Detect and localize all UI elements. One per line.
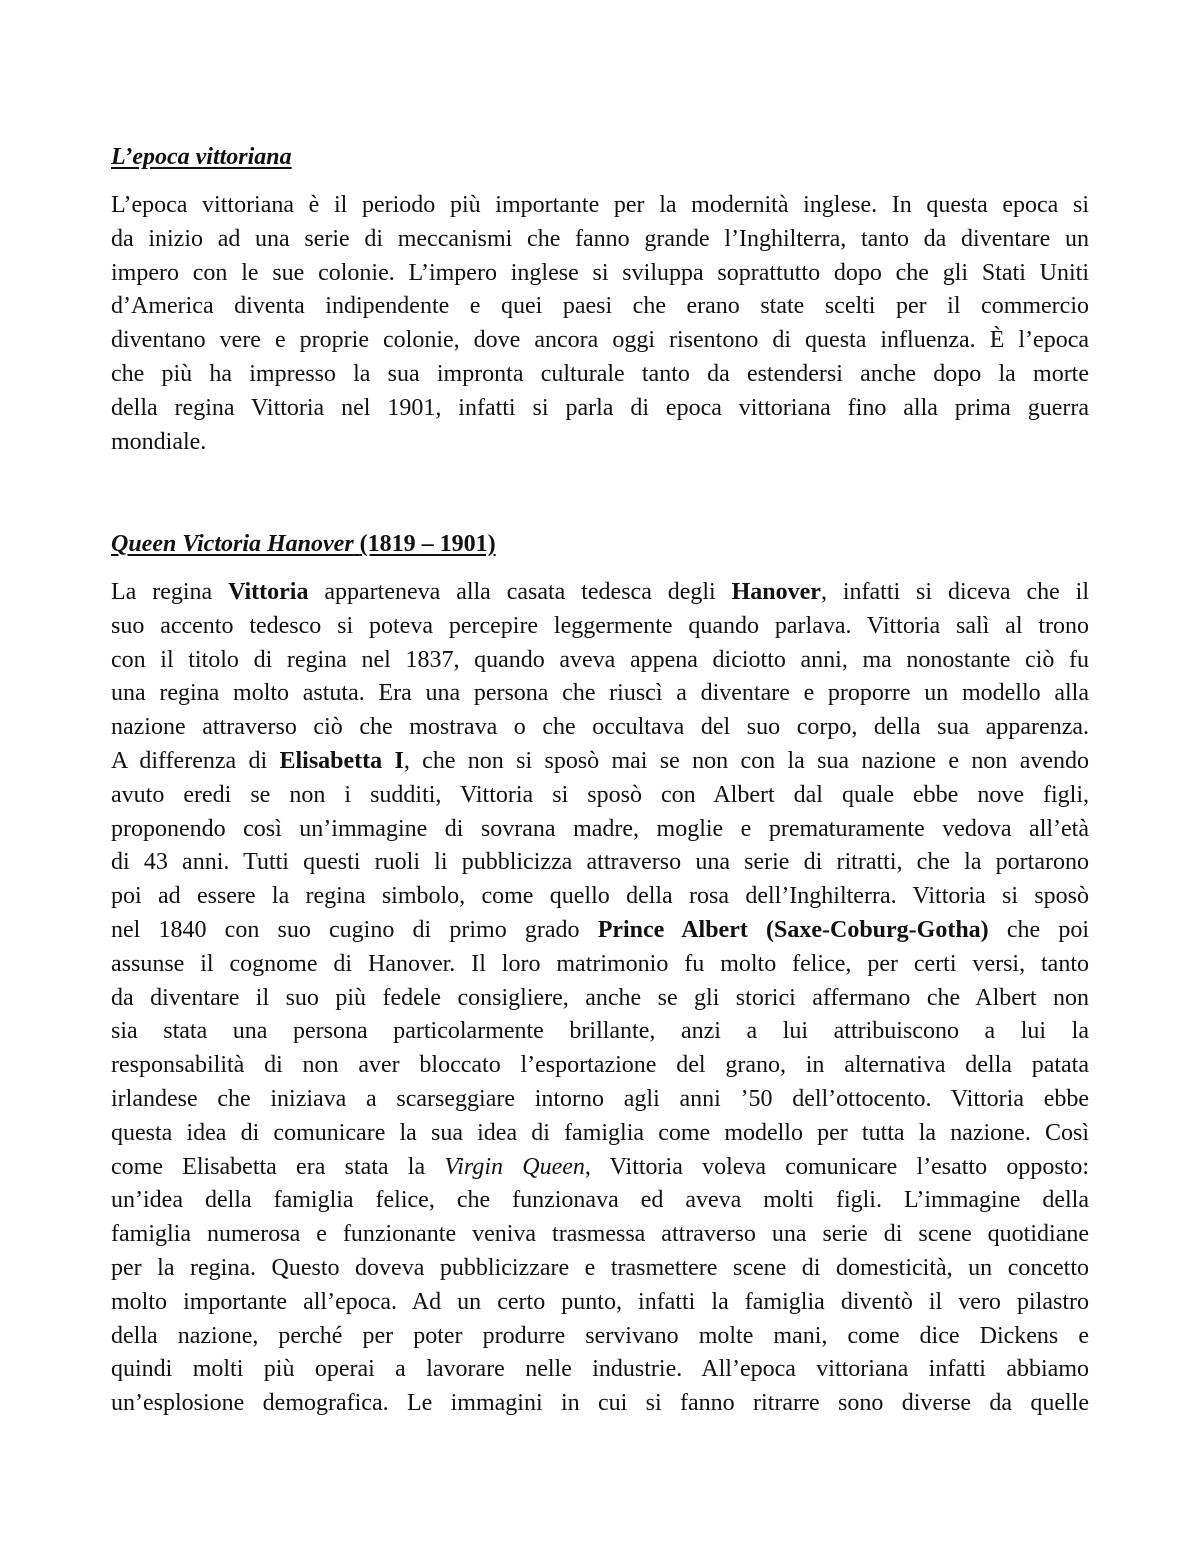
text-run: La regina bbox=[111, 579, 229, 605]
text-line: sia stata una persona particolarmente brillante, anzi a lui attribuiscono a lui la bbox=[111, 1018, 1089, 1045]
text-line: di 43 anni. Tutti questi ruoli li pubblicizza attraverso una serie di ritratti, che la portarono bbox=[111, 849, 1089, 876]
text-line: da diventare il suo più fedele consigliere, anche se gli storici affermano che Albert non bbox=[111, 984, 1089, 1011]
text-line: responsabilità di non aver bloccato l’esportazione del grano, in alternativa della patata bbox=[111, 1052, 1089, 1079]
text-line: che più ha impresso la sua impronta culturale tanto da estendersi anche dopo la morte bbox=[111, 360, 1089, 387]
text-line: mondiale. bbox=[111, 428, 207, 455]
text-run: A differenza di bbox=[111, 747, 280, 774]
text-line: da inizio ad una serie di meccanismi che fanno grande l’Inghilterra, tanto da diventare un bbox=[111, 225, 1089, 252]
bold-term-vittoria: Vittoria bbox=[228, 579, 309, 605]
text-line: assunse il cognome di Hanover. Il loro matrimonio fu molto felice, per certi versi, tanto bbox=[111, 950, 1089, 977]
text-line: un’esplosione demografica. Le immagini in cui si fanno ritrarre sono diverse da quelle bbox=[111, 1390, 1089, 1417]
bold-term-prince-albert: Prince Albert (Saxe-Coburg-Gotha) bbox=[597, 916, 989, 943]
text-line: un’idea della famiglia felice, che funzionava ed aveva molti figli. L’immagine della bbox=[111, 1187, 1089, 1214]
italic-term-virgin-queen: Virgin Queen bbox=[444, 1153, 585, 1180]
text-line: poi ad essere la regina simbolo, come quello della rosa dell’Inghilterra. Vittoria si sposò bbox=[111, 883, 1089, 910]
text-line: nazione attraverso ciò che mostrava o che occultava del suo corpo, della sua apparenza. bbox=[111, 714, 1089, 741]
text-run: , infatti si diceva che il bbox=[820, 579, 1089, 605]
text-line: L’epoca vittoriana è il periodo più importante per la modernità inglese. In questa epoca si bbox=[111, 192, 1089, 218]
paragraph-queen-victoria bbox=[111, 576, 1089, 1421]
text-run: come Elisabetta era stata la bbox=[111, 1153, 445, 1180]
text-line: della nazione, perché per poter produrre servivano molte mani, come dice Dickens e bbox=[111, 1322, 1089, 1349]
text-line bbox=[111, 914, 1089, 948]
text-line: diventano vere e proprie colonie, dove ancora oggi risentono di questa influenza. È l’epoca bbox=[111, 327, 1089, 354]
text-line: quindi molti più operai a lavorare nelle industrie. All’epoca vittoriana infatti abbiamo bbox=[111, 1356, 1089, 1383]
text-line: famiglia numerosa e funzionante veniva trasmessa attraverso una serie di scene quotidiane bbox=[111, 1221, 1089, 1248]
text-line bbox=[111, 745, 1089, 779]
section-title-queen-victoria bbox=[111, 528, 496, 562]
text-line: d’America diventa indipendente e quei paesi che erano state scelti per il commercio bbox=[111, 293, 1089, 320]
section-title-dates: (1819 – 1901) bbox=[359, 531, 496, 557]
bold-term-hanover: Hanover bbox=[731, 579, 821, 605]
text-run: , Vittoria voleva comunicare l’esatto opposto: bbox=[584, 1153, 1090, 1180]
text-line: irlandese che iniziava a scarseggiare intorno agli anni ’50 dell’ottocento. Vittoria ebbe bbox=[111, 1085, 1089, 1112]
text-line: della regina Vittoria nel 1901, infatti si parla di epoca vittoriana fino alla prima guerra bbox=[111, 394, 1089, 421]
text-line: una regina molto astuta. Era una persona che riuscì a diventare e proporre un modello alla bbox=[111, 680, 1089, 707]
text-line: suo accento tedesco si poteva percepire leggermente quando parlava. Vittoria salì al trono bbox=[111, 612, 1089, 639]
text-line: per la regina. Questo doveva pubblicizzare e trasmettere scene di domesticità, un concetto bbox=[111, 1254, 1089, 1281]
text-line: proponendo così un’immagine di sovrana madre, moglie e prematuramente vedova all’età bbox=[111, 815, 1089, 842]
text-line: questa idea di comunicare la sua idea di famiglia come modello per tutta la nazione. Così bbox=[111, 1119, 1089, 1146]
text-run: nel 1840 con suo cugino di primo grado bbox=[111, 916, 598, 943]
text-line: impero con le sue colonie. L’impero inglese si sviluppa soprattutto dopo che gli Stati Uniti bbox=[111, 259, 1089, 286]
bold-term-elisabetta: Elisabetta I bbox=[279, 747, 404, 774]
text-line: molto importante all’epoca. Ad un certo punto, infatti la famiglia diventò il vero pilastro bbox=[111, 1288, 1089, 1315]
text-line: avuto eredi se non i sudditi, Vittoria si sposò con Albert dal quale ebbe nove figli, bbox=[111, 781, 1089, 808]
text-run: che poi bbox=[988, 916, 1089, 943]
text-run: apparteneva alla casata tedesca degli bbox=[308, 579, 732, 605]
text-line bbox=[111, 576, 1089, 610]
section-title-text: L’epoca vittoriana bbox=[111, 144, 292, 170]
text-line: con il titolo di regina nel 1837, quando aveva appena diciotto anni, ma nonostante ciò fu bbox=[111, 646, 1089, 673]
section-title-epoca-vittoriana bbox=[111, 141, 292, 175]
section-title-name: Queen Victoria Hanover bbox=[111, 531, 354, 557]
text-run: , che non si sposò mai se non con la sua nazione e non avendo bbox=[403, 747, 1089, 774]
paragraph-epoca-vittoriana bbox=[111, 189, 1089, 459]
text-line bbox=[111, 1151, 1089, 1185]
